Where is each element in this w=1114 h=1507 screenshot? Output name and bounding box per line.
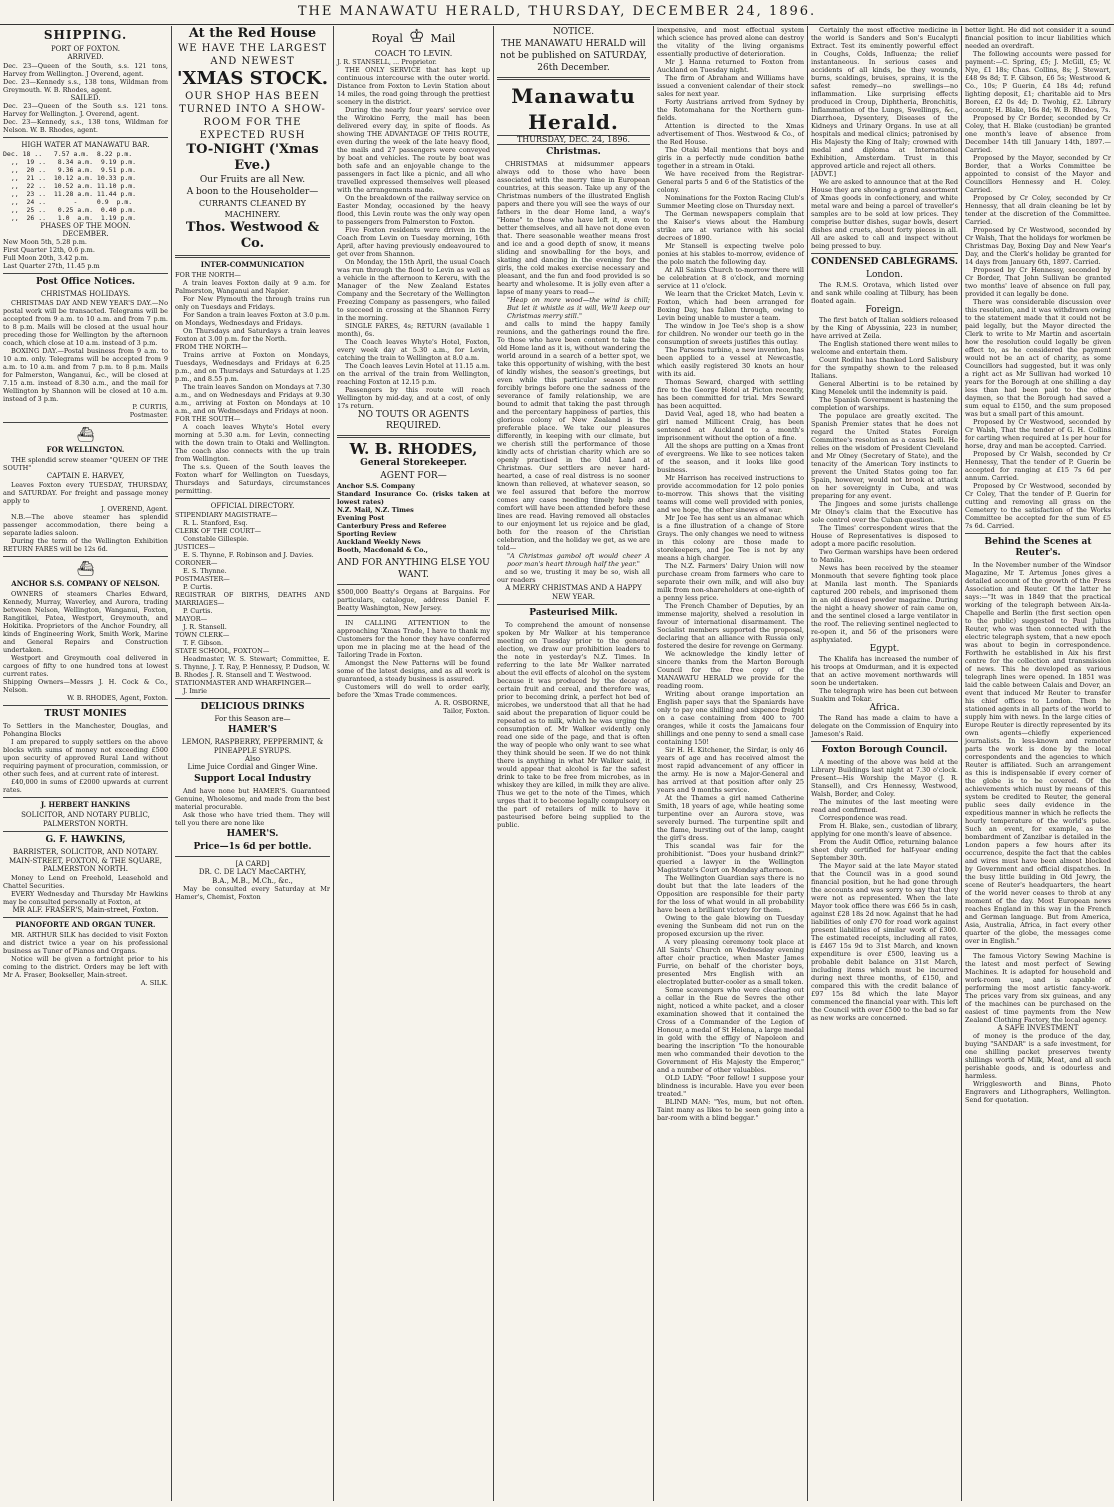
milk-body: To comprehend the amount of nonsense spoken by Mr Walker at his temperance meeting on Tuesday prior to the general election, we draw our prohibition leaders to the note in yesterday's N.Z. Times. In referring to the late Mr Walker narrated about the evil effects of alcohol on the system because it was produced by the decay of certain fruit and cereal, and therefore was, prior to becoming drink, a perfect hot bed of microbes, we understood that all that he had said about the preparation of liquor could be repeated as to milk, which he was urging the consumption of. Mr Walker evidently only read one side of the page, and that is often the way of people who only want to see what they think should be seen. If we do not think there is anything in what Mr Walker said, it would appear that alcohol is far the safest drink to take to be free from microbes, as in whiskey they are killed, in milk they are alive. Thus we get to the note of the Times, which urges that it to become legally compulsory on the part of retailers of milk to have it pasteurised before being supplied to the public. (497, 621, 650, 830)
rhodes-name: W. B. RHODES, (349, 440, 478, 459)
news-item: This scandal was fair for the prohibitionist. "Does your husband drink?" queried a lawyer in the Wellington Magistrate's Court on Monday afternoon. (657, 842, 804, 874)
news-item: At the Thames a girl named Catherine Smith, 18 years of age, while heating some turpentine over an Aurora stove, was severely burned. The turpentine spilt and the flame, bursting out of the lamp, caught the girl's dress. (657, 794, 804, 842)
christmas-poem: "Heap on more wood—the wind is chill; But let it whistle as it will, We'll keep our Christmas merry still." (507, 296, 650, 321)
directory-holder: Headmaster, W. S. Stewart; Committee, E. S. Thynne, J. T. Ray, P. Hennessy, P. Dudson, W. B. Rhodes J. R. Stansell and T. Westwood. (175, 654, 330, 679)
tailor-sub: Tailor, Foxton. (443, 706, 490, 715)
agency-item: Standard Insurance Co. (risks taken at lowest rates) (337, 489, 490, 506)
arrived-entry: Dec. 23—Kennedy s.s., 138 tons, Wildman from Greymouth. W. B. Rhodes, agent. (3, 77, 168, 94)
agency-item: Anchor S.S. Company (337, 481, 415, 490)
cable-item: The Khalifa has increased the number of his troops at Omdurman, and it is expected that an active movement northwards will soon be undertaken. (811, 655, 958, 687)
sailed-label: SAILED. (70, 93, 101, 102)
rhodes-sub: General Storekeeper. (360, 458, 467, 469)
drinks-lime: Lime Juice Cordial and Ginger Wine. (187, 763, 318, 772)
directory-holder: T. F. Gibson. (183, 638, 224, 647)
news-item: The Parsons turbine, a new invention, has been applied to a vessel at Newcastle, which easily registered 30 knots an hour with its aid. (657, 346, 804, 378)
tide-table: Dec. 18 .. 7.57 a.m. 8.22 p.m. ,, 19 .. 8.34 a.m. 9.19 p.m. ,, 20 .. 9.36 a.m. 9.51 p.m. ,, 21 .. 10.12 a.m. 10.33 p.m. ,, 22 .. 10.52 a.m. 11.10 p.m. ,, 23 .. 11.28 a.m. 11.44 p.m. ,, 24 .. - 0.9 p.m. ,, 25 .. 0.25 a.m. 0.40 p.m. ,, 26 .. 1.0 a.m. 1.19 p.m. (3, 149, 137, 222)
cable-item: The Rand has made a claim to have a delegate on the Commission of Enquiry into Jameson's Raid. (811, 714, 958, 738)
anything-else: AND FOR ANYTHING ELSE YOU WANT. (337, 557, 490, 580)
drinks-also: Also (244, 755, 261, 764)
hawkins-name: G. F. HAWKINS, (45, 835, 126, 846)
shipping-title: SHIPPING. (43, 28, 128, 42)
merry-christmas: A MERRY CHRISTMAS AND A HAPPY NEW YEAR. (505, 584, 642, 601)
coach-proprietor: J. R. STANSELL, ... Proprietor. (337, 58, 437, 67)
cable-item: Count Rodini has thanked Lord Salisbury for the sympathy shown to the released Italians. (811, 356, 958, 380)
official-title: OFFICIAL DIRECTORY. (210, 502, 295, 511)
christmas-poem: "A Christmas gambol oft would cheer A poor man's heart through half the year." (507, 552, 650, 569)
hawkins-address: MAIN-STREET, FOXTON, & THE SQUARE, PALMERSTON NORTH. (9, 856, 162, 874)
news-item: Mr Stansell is expecting twelve polo ponies at his stables to-morrow, evidence of the polo match the following day. (657, 242, 804, 266)
news-item: The N.Z. Farmers' Dairy Union will now purchase cream from farmers who care to separate their own milk, and will also buy milk from non-shareholders at one-eighth of a penny less price. (657, 562, 804, 602)
fruits: Our Fruits are all New. (199, 175, 306, 185)
news-item: We are asked to announce that at the Red House they are showing a grand assortment of Xmas goods in confectionery, and white metal ware and being a parcel of traveller's samples are to be sold at low prices. They comprise butter dishes, sugar bowls, desert dishes and cruets, about forty pieces in all. All are asked to call and inspect without being pressed to buy. (811, 178, 958, 250)
support-title: Support Local Industry (194, 773, 311, 784)
anchor-agent: W. B. RHODES, Agent, Foxton. (67, 694, 168, 703)
directory-office: STATIONMASTER AND WHARFINGER— (175, 678, 312, 687)
drinks-list: LEMON, RASPBERRY, PEPPERMINT, & PINEAPPLE SYRUPS. (181, 738, 324, 755)
moon-month: DECEMBER. (62, 230, 109, 239)
section-label: FOR THE SOUTH— (175, 415, 241, 424)
hankins-sub: SOLICITOR, AND NOTARY PUBLIC, PALMERSTON NORTH. (21, 811, 150, 828)
trust-body: To Settlers in the Manchester, Douglas, and Pohangina Blocks (3, 722, 168, 739)
coach-body: On Monday, the 15th April, the usual Coach was run through the flood to Levin as well as a vehicle in the afternoon to Kereru, with the Manager of the New Zealand Estates Company and the Secretary of the Wellington Freezing Company as passengers, who failed to succeed in crossing at the Shannon Ferry in the morning. (337, 258, 490, 323)
moon-phase: New Moon 5th, 5.28 p.m. (3, 238, 87, 247)
sewing-ad: The famous Victory Sewing Machine is the latest and most perfect of Sewing Machines. It is adapted for household and work-room use, and is capable of performing the most artistic fancy-work. The prices vary from six guineas, and any of the machines can be purchased on the easiest of time payments from the New Zealand Clothing Factory, the local agency. (965, 952, 1111, 1024)
cable-item: General Albertini is to be retained by King Menelek until the indemnity is paid. (811, 380, 958, 396)
notice-title: NOTICE. (552, 27, 595, 37)
column-shipping (0, 26, 172, 1501)
directory-holder: P. Curtis. (183, 606, 213, 615)
tonight: TO-NIGHT ('Xmas Eve.) (186, 142, 319, 173)
hawkins-sub: BARRISTER, SOLICITOR, AND NOTARY. (12, 848, 159, 857)
agent-for: AGENT FOR— (380, 470, 447, 481)
council-item: There was considerable discussion over this resolution, and it was withdrawn owing to the statement made that it could not be paid legally, but the Mayor directed the Clerk to write to Mr Martin and ascertain how the resolution could legally be given effect to, as he considered the payment would not be an act of charity, as some Councillors had suggested, but it was only a right act as Mr Sullivan had worked 10 years for the Borough at one shilling a day less than had been paid to the other daymen, so that the Borough had saved a sum equal to £150, and the sum proposed was but a small part of this amount. (965, 298, 1111, 418)
inter-title: INTER-COMMUNICATION (200, 260, 305, 269)
agency-item: N.Z. Mail, N.Z. Times (337, 505, 414, 514)
column-advertisements (172, 26, 334, 1501)
hamers: HAMER'S. (226, 828, 279, 839)
trust-body: £40,000 in sums of £2000 upwards at current rates. (3, 778, 168, 795)
timetable-entry: Trains arrive at Foxton on Mondays, Tuesdays, Wednesdays and Fridays at 6.25 p.m., and on Thursdays and Saturdays at 1.25 p.m., and 8.55 p.m. (175, 351, 330, 384)
agency-item: Booth, Macdonald & Co., (337, 545, 428, 554)
council-item: From H. Blake, sen., custodian of library, applying for one month's leave of absence. (811, 822, 958, 838)
directory-holder: P. Curtis. (183, 582, 213, 591)
piano-title: PIANOFORTE AND ORGAN TUNER. (15, 919, 156, 929)
tide-title: HIGH WATER AT MANAWATU BAR. (21, 141, 150, 150)
christmas-body: and so we, trusting it may be so, wish all our readers (497, 568, 650, 585)
sailed-entry: Dec. 23—Kennedy, s.s., 138 tons, Wildman for Nelson. W. B. Rhodes, agent. (3, 118, 168, 135)
sailed-entry: Dec. 23—Queen of the South s.s. 121 tons. Harvey for Wellington. J. Overend, agent. (3, 102, 168, 119)
timetable-entry: On Thursdays and Saturdays a train leaves Foxton at 3.00 p.m. for the North. (175, 327, 330, 344)
directory-office: TOWN CLERK— (175, 630, 230, 639)
agency-item: Canterbury Press and Referee (337, 521, 447, 530)
news-item: The Otaki Mail mentions that boys and girls in a perfectly nude condition bathe together in a stream in Otaki. (657, 146, 804, 170)
cable-heading: Foreign. (865, 305, 904, 315)
news-item: Mr J. Hanna returned to Foxton from Auckland on Tuesday night. (657, 58, 804, 74)
hawkins-body: MR ALF. FRASER'S, Main-street, Foxton. (12, 905, 159, 914)
cable-item: The first batch of Italian soldiers released by the King of Abyssinia, 223 in number, have arrived at Zeila. (811, 316, 958, 340)
no-touts: NO TOUTS OR AGENTS REQUIRED. (357, 410, 470, 432)
wellington-agent: J. OVEREND, Agent. (101, 504, 168, 513)
milk-title: Pasteurised Milk. (529, 608, 618, 619)
council-item: The following accounts were passed for payment:—C. Spring, £5; J. McGill, £5; W. Nye, £1 18s; Chas. Collins, 8s; J. Stewart, £48 9s 8d; T. F. Gibson, £6 5s; Westwood & Co., 10s; P Guerin, £4 18s 4d; refund lighting deposit, £1; charitable aid to Mrs Boreen, £2 0s 4d; D. Twohig, £2. Library account; H. Blake, 16s 8d; W. B. Rhodes, 7s. (965, 50, 1111, 114)
price: Price—1s 6d per bottle. (193, 841, 312, 852)
news-item: inexpensive, and most effectual system which science has proved alone can destroy the vitality of the living organisms essentially productive of deterioration. (657, 26, 804, 58)
trust-title: TRUST MONIES (44, 709, 127, 720)
coach-title: COACH TO LEVIN. (374, 49, 453, 58)
coach-body: Passengers by this route will reach Wellington by mid-day, and at a cost, of only 17s return. (337, 386, 490, 411)
cable-item: Two German warships have been ordered to Manila. (811, 548, 958, 564)
news-item: Owing to the gale blowing on Tuesday evening the Sunbeam did not run on the proposed excursion up the river. (657, 914, 804, 938)
council-item: Proposed by Cr Westwood, seconded by Cr Walsh, That the tender of G. H. Collins for carting when required at 1s per hour for horse, dray and man be accepted. Carried. (965, 418, 1111, 450)
timetable-entry: For Sandon a train leaves Foxton at 3.0 p.m. on Mondays, Wednesdays and Fridays. (175, 311, 330, 328)
investment-title: A SAFE INVESTMENT (997, 1024, 1079, 1032)
cable-item: The Times' correspondent wires that the House of Representatives is disposed to adopt a more pacific resolution. (811, 524, 958, 548)
coach-body: Five Foxton residents were driven in the Coach from Levin on Tuesday morning, 16th April, after having previously endeavoured to get over from Shannon. (337, 226, 490, 259)
hawkins-body: EVERY Wednesday and Thursday Mr Hawkins may be consulted personally at Foxton, at (3, 889, 168, 906)
doctor-body: May be consulted every Saturday at Mr Hamer's, Chemist, Foxton (175, 885, 330, 902)
post-office-body: BOXING DAY.—Postal business from 9 a.m. to 10 a.m. only. Telegrams will be accepted from 9 a.m. to 10 a.m. and from 7 p.m. to 8 p.m. Mails for Palmerston, Wanganui, &c., will be closed at 7.15 a.m. instead of 8.30 a.m., and the mail for Wellington by Shannon will be closed at 10 a.m. instead of 3 p.m. (3, 346, 168, 403)
westwood: Thos. Westwood & Co. (185, 220, 320, 251)
news-item: At All Saints Church to-morrow there will be celebration at 8 o'clock, and morning service at 11 o'clock. (657, 266, 804, 290)
news-item: Writing about orange importation an English paper says that the Spaniards have only to pay one shilling and sixpence freight on a case containing from 400 to 700 oranges, while it costs the Jamaicans four shillings and one penny to send a small case containing 150! (657, 690, 804, 746)
investment-body: of money is the produce of the day, buying "SANDAR" is a safe investment, for one shilling packet preserves twenty shillings worth of Milk, Meat, and all such perishable goods, and is odourless and harmless. (965, 1032, 1111, 1081)
news-item: Some scavengers who were clearing out a cellar in the Rue de Sevres the other night, noticed a white packet, and a closer examination showed that it contained the Cross of a Commander of the Legion of Honour, a medal of St Helena, a large medal in gold with the effigy of Napoleon and bearing the inscription "To the honourable men who commanded their devotion to the Government of His Majesty the Emperor," and a number of other valuables. (657, 986, 804, 1074)
timetable-entry: The train leaves Sandon on Mondays at 7.30 a.m., and on Wednesdays and Fridays at 9.30 a.m., arriving at Foxton on Mondays at 10 a.m., and on Wednesdays and Fridays at noon. (175, 383, 330, 416)
news-item: Forty Austrians arrived from Sydney by the Rotomahana for the Northern gum-fields. (657, 98, 804, 122)
agencies-list (337, 482, 490, 554)
directory-office: JUSTICES— (175, 542, 216, 551)
arrived-entry: Dec. 23—Queen of the South, s.s. 121 tons, Harvey from Wellington. J Overend, agent. (3, 61, 168, 78)
anchor-body: OWNERS of steamers Charles Edward, Kennedy, Murray, Waverley, and Aurora, trading between Nelson, Wellington, Wanganui, Foxton, Rangitikei, Patea, Westport, Greymouth, and Hokitika. Proprietors of the Anchor Foundry, all kinds of Engineering Work, Smith Work, Marine and General Repairs and Construction undertaken. (3, 590, 168, 655)
coach-body: The Coach leaves Levin Hotel at 11.15 a.m. on the arrival of the train from Wellington, reaching Foxton at 12.15 p.m. (337, 362, 490, 387)
council-item: The minutes of the last meeting were read and confirmed. (811, 798, 958, 814)
news-item: Thomas Seward, charged with settling fire to the George Hotel at Picton recently, has been committed for trial. Mrs Seward has been acquitted. (657, 378, 804, 410)
joke-line: OLD LADY: "Poor fellow! I suppose your blindness is incurable. Have you ever been treated." (657, 1074, 804, 1098)
post-office-sub: CHRISTMAS HOLIDAYS. (40, 290, 131, 299)
hankins-name: J. HERBERT HANKINS (40, 800, 131, 810)
news-item: We acknowledge the kindly letter of sincere thanks from the Marton Borough Council for the free copy of the MANAWATU HERALD we provide for the reading room. (657, 650, 804, 690)
red-house-line: WE HAVE THE LARGEST AND NEWEST (178, 43, 327, 67)
section-label: FOR THE NORTH— (175, 271, 241, 280)
moon-phase: Full Moon 20th, 3.42 p.m. (3, 254, 89, 263)
directory-holder: J. Imrie (183, 686, 207, 695)
directory-office: STATE SCHOOL, FOXTON— (175, 646, 270, 655)
tailor-body: Customers will do well to order early, before the 'Xmas Trade commences. (337, 682, 490, 699)
directory-holder: E. S. Thynne, F. Robinson and J. Davies. (183, 550, 314, 559)
news-item: We learn that the Cricket Match, Levin v. Foxton, which had been arranged for Boxing Day, has fallen through, owing to Levin being unable to muster a team. (657, 290, 804, 322)
news-item: Certainly the most effective medicine in the world is Sanders and Son's Eucalypti Extract. Test its eminently powerful effect in Coughs, Colds, Influenza; the relief instantaneous. In serious cases and accidents of all kinds, be they wounds, burns, scaldings, bruises, sprains, it is the safest remedy—no swellings—no inflammation. Like surprising effects produced in Croup, Diphtheria, Bronchitis, Inflammation of the Lungs, Swellings, &c., Diarrhoea, Dysentery, Diseases of the Kidneys and Urinary Organs. In use at all hospitals and medical clinics; patronised by His Majesty the King of Italy; crowned with medal and diploma at International Exhibition, Amsterdam. Trust in this approved article and reject all others. (811, 26, 958, 170)
timetable-entry: A train leaves Foxton daily at 9 a.m. for Palmerston, Wanganui and Napier. (175, 279, 330, 296)
official-directory (175, 511, 330, 695)
tailor-body: IN CALLING ATTENTION to the approaching 'Xmas Trade, I have to thank my Customers for the honor they have conferred upon me in placing me at the head of the Tailoring Trade in Foxton. (337, 618, 490, 659)
moon-phase: First Quarter 12th, 0.6 p.m. (3, 246, 95, 255)
currants: CURRANTS CLEANED BY MACHINERY. (199, 199, 306, 219)
news-item: The firm of Abraham and Williams have issued a convenient calendar of their stock sales for next year. (657, 74, 804, 98)
cable-item: News has been received by the steamer Monmouth that severe fighting took place at Manila last month. The Spaniards captured 200 rebels, and imprisoned them in an old disused powder magazine. During the night a heavy shower of rain came on, and the sentinel closed a large ventilator in the roof. The relieving sentinel neglected to re-open it, and 56 of the prisoners were asphyxiated. (811, 564, 958, 644)
tailor-body: Amongst the New Patterns will be found some of the latest designs, and as all work is guaranteed, a steady business is assured. (337, 658, 490, 683)
agency-item: Evening Post (337, 513, 385, 522)
wellington-fare: During the term of the Wellington Exhibition RETURN FARES will be 12s 6d. (3, 536, 168, 553)
council-item: Proposed by Cr Coley, seconded by Cr Hennessy, that all drain cleaning be let by tender at the discretion of the Committee. Carried. (965, 194, 1111, 226)
agency-item: Sporting Review (337, 529, 397, 538)
anchor-body: Westport and Greymouth coal delivered in cargoes of fifty to one hundred tons at lowest current rates. (3, 654, 168, 679)
column-local-news (654, 26, 808, 1501)
directory-office: REGISTRAR OF BIRTHS, DEATHS AND MARRIAGES— (175, 590, 330, 607)
hawkins-body: Money to Lend on Freehold, Leasehold and Chattel Securities. (3, 873, 168, 890)
directory-office: POSTMASTER— (175, 574, 230, 583)
mail-label: Mail (430, 32, 456, 45)
piano-body: Notice will be given a fortnight prior to his coming to the district. Orders may be left with Mr A. Fraser, Bookseller, Main-street. (3, 955, 168, 980)
advt-label: [ADVT.] (811, 170, 837, 178)
engravers-ad: Wrigglesworth and Binns, Photo Engravers and Lithographers, Wellington. Send for quotation. (965, 1080, 1111, 1105)
council-item: Proposed by Cr Westwood, seconded by Cr Walsh, That the holidays for workmen be Christmas Day, Boxing Day and New Year's Day, and the Clerk's holiday be granted for 14 days from January 6th, 1897. Carried. (965, 226, 1111, 266)
doctor-quals: B.A., M.B., M.Ch., &c., (212, 876, 293, 885)
doctor-name: DR. C. DE LACY MacCARTHY, (198, 868, 307, 877)
cable-item: The populace are greatly excited. The Spanish Premier states that he does not regard the United States Foreign Committee's resolution as a casus belli. He relies on the wisdom of President Cleveland and Mr Olney (Secretary of State), and the tenacity of the American Tory instincts to prevent the United States going too far. Spain, however, would not brook at attack on her sovereignty in Cuba, and was preparing for any event. (811, 412, 958, 500)
column-cablegrams (808, 26, 962, 1501)
council-item: Proposed by Cr Hennessy, seconded by Cr Border, That John Sullivan be granted two months' leave of absence on full pay, provided it can legally be done. (965, 266, 1111, 298)
trust-body: I am prepared to supply settlers on the above blocks with sums of money not exceeding £500 upon security of approved Rural Land without requiring payment of procuration, commission, or other such fees, and at current rate of interest. (3, 738, 168, 779)
reuter-body: In the November number of the Windsor Magazine, Mr T. Artemus Jones gives a detailed account of the growth of the Press Association and Reuter. Of the latter he says:—"It was in 1849 that the practical working of the telegraph between Aix-la-Chapelle and Berlin (the first section open to the public) suggested to Paul Julius Reuter, who was then connected with the electric telegraph system, that a new epoch was about to begin in correspondence. Forthwith he established in Aix his first centre for the collection and transmission of news. This he developed as various telegraph lines were opened. In 1851 was laid the cable between Calais and Dover, an event that induced Mr Reuter to transfer his chief offices to London. Then he stationed agents in all parts of the world to supply him with news. In the large cities of Europe Reuter is directly represented by its own agents—chiefly experienced journalists. In less-known and remoter parts the work is done by the local correspondents and the agencies to which Reuter is affiliated. Such an arrangement as this is indispensable if every corner of the globe is to be covered. Of the achievements which must by means of this system be credited to Reuter, the general public sees daily evidence in the expeditious manner in which he reflects the hourly temperature of the world's pulse. Such an event, for example, as the bombardment of Zanzibar is detailed in the London papers a few hours after its occurrence, despite the fact that the cables and wires must have been almost blocked by Government and official dispatches. In the busy little building in Old Jewry, the scene of Reuter's headquarters, the heart of the world never ceases to throb at any moment of the day. Most European news reaches England in this way in the French and German language. But from America, Asia, Australia, Africa, in fact every other quarter of the globe, the messages come over in English." (965, 561, 1111, 945)
column-council-reuters (962, 26, 1114, 1501)
anchor-owners: Shipping Owners—Messrs J. H. Cock & Co., Nelson. (3, 678, 168, 695)
dateline: THURSDAY, DEC. 24, 1896. (497, 135, 650, 145)
council-item: Proposed by Cr Border, seconded by Cr Coley, that H. Blake (custodian) be granted one month's leave of absence from December 14th till January 14th, 1897.—Carried. (965, 114, 1111, 154)
cable-item: The Spanish Government is hastening the completion of warships. (811, 396, 958, 412)
support-body: And have none but HAMER'S. Guaranteed Genuine, Wholesome, and made from the best material procurable. (175, 786, 330, 811)
column-coach (334, 26, 494, 1501)
council-item: Proposed by Cr Westwood, seconded by Cr Coley, That the tender of P. Guerin for cutting and removing all grass on the Cemetery to the satisfaction of the Works Committee be accepted for the sum of £5 7s 6d. Carried. (965, 482, 1111, 530)
news-item: Attention is directed to the Xmas advertisement of Thos. Westwood & Co., of the Red House. (657, 122, 804, 146)
drinks-sub: For this Season are— (214, 714, 291, 723)
port-heading: PORT OF FOXTON. (50, 45, 121, 53)
directory-office: STIPENDIARY MAGISTRATE— (175, 510, 278, 519)
coach-fares: SINGLE FARES, 4s; RETURN (available 1 month), 6s. (337, 322, 490, 339)
news-item: Nominations for the Foxton Racing Club's Summer Meeting close on Thursday next. (657, 194, 804, 210)
council-title: Foxton Borough Council. (821, 745, 948, 755)
christmas-body: and calls to mind the happy family reunions, and the gatherings round the fire. To those who have been content to take the old Home land as it is, without wandering the world around in a search of a better spot, we take this opportunity of wishing, with the best of kindly wishes, the season's greetings, but even while this particular season more forcibly brings before one the sadness of the severance of family relationship, we are bound to admit that taking the past through and the percentary happiness of parties, this glorious colony of New Zealand is the preferable place. We take our pleasures differently, in keeping with our climate, but we cherish still the performance of those kindly acts of christian charity which are so openly practised in the Old Land at Christmas. Our settlers are never hard-hearted, a case of real distress is no sooner known than relieved, at whatever season, so we feel assured that before the morrow comes any cases needing timely help and comfort will have been attended before these lines are read. Having removed all obstacles to our enjoyment let us rejoice and be glad, both for the reason of the Christian celebration, and the holiday we get, as we are told— (497, 320, 650, 553)
drinks-title: DELICIOUS DRINKS (200, 701, 305, 712)
royal-coat-of-arms-icon: Royal ♔ Mail (371, 26, 456, 47)
steamship-icon: ⛴ (76, 426, 95, 443)
piano-body: MR. ARTHUR SILK has decided to visit Foxton and district twice a year on his professional business as Tuner of Pianos and Organs. (3, 931, 168, 956)
agency-item: Auckland Weekly News (337, 537, 421, 546)
post-office-body: CHRISTMAS DAY AND NEW YEAR'S DAY.—No postal work will be transacted. Telegrams will be accepted from 9 a.m. to 10 a.m. and from 7 p.m. to 8 p.m. Mails will be closed at the usual hour preceding those for Wellington by the afternoon coach, which close at 10 a.m. instead of 3 p.m. (3, 298, 168, 347)
arrived-label: ARRIVED. (67, 53, 104, 62)
moon-title: PHASES OF THE MOON. (40, 221, 131, 230)
news-item: All the shops are putting on a Xmas front of evergreens. We like to see notices taken of the season, and it looks like good business. (657, 442, 804, 474)
timetable-entry: The s.s. Queen of the South leaves the Foxton wharf for Wellington on Tuesdays, Thursdays and Saturdays, circumstances permitting. (175, 463, 330, 496)
cable-item: The R.M.S. Orotava, which listed over and sank while coaling at Tilbury, has been floated again. (811, 281, 958, 305)
card-label: [A CARD] (235, 859, 270, 868)
council-item: Correspondence was read. (819, 814, 908, 822)
council-item: Proposed by Cr Walsh, seconded by Cr Hennessy, That the tender of P. Guerin be accepted for ranging at £15 7s 6d per annum. Carried. (965, 450, 1111, 482)
hamers: HAMER'S (227, 725, 278, 736)
post-office-signature: Postmaster. (129, 410, 168, 419)
news-item: Mr Harrison has received instructions to provide accommodation for 12 polo ponies to-morrow. This shows that the visiting teams will come well provided with ponies, and we hope, the other sinews of war. (657, 474, 804, 514)
wellington-ship: THE splendid screw steamer "QUEEN OF THE SOUTH" (3, 456, 168, 473)
boon: A boon to the Householder— (186, 187, 319, 197)
masthead: THE MANAWATU HERALD, THURSDAY, DECEMBER 24, 1896. (0, 0, 1114, 25)
steamship-icon: ⛴ (76, 560, 95, 577)
news-item: The window in Joe Tee's shop is a show for children. No wonder our teeth go in the consumption of sweets justifies this outlay. (657, 322, 804, 346)
anchor-title: ANCHOR S.S. COMPANY OF NELSON. (11, 578, 160, 588)
news-item: David Veal, aged 18, who had beaten a girl named Millicent Craig, has been sentenced at Auckland to a month's imprisonment without the option of a fine. (657, 410, 804, 442)
timetable-entry: A coach leaves Whyte's Hotel every morning at 5.30 a.m. for Levin, connecting with the down train to Otaki and Wellington. The coach also connects with the up train from Wellington. (175, 423, 330, 464)
wellington-note: N.B.—The above steamer has splendid passenger accommodation, there being a separate ladies saloon. (3, 512, 168, 537)
wellington-captain: CAPTAIN E. HARVEY, (46, 472, 125, 481)
directory-holder: R. L. Stanford, Esq. (183, 518, 248, 527)
directory-holder: Constable Gillespie. (183, 534, 249, 543)
xmas-stock: 'XMAS STOCK. (177, 68, 328, 89)
directory-holder: J. R. Stansell. (183, 622, 227, 631)
post-office-signature: P. CURTIS, (132, 402, 168, 411)
organs-ad: $500,000 Beatty's Organs at Bargains. For particulars, catalogue, address Daniel F. Beatty Washington, New Jersey. (337, 587, 490, 612)
coach-body: THE ONLY SERVICE that has kept up continuous intercourse with the outer world. Distance from Foxton to Levin Station about 14 miles, the road going through the prettiest scenery in the district. (337, 66, 490, 107)
christmas-title: Christmas. (546, 147, 601, 158)
christmas-body: CHRISTMAS at midsummer appears always odd to those who have been associated with the merry time in European countries, at this season. Take up any of the Christmas numbers of the illustrated English papers and there you will see the ways of our fathers in the dear Home land, a way's "Home" to those who have left it, even to better themselves, and all have not done even that. There seasonable weather means frost and ice and a good depth of snow, it means sliding and snowballing for the boys, and skating and dancing in the evening for the girls, the cold makes exercise necessary and pleasant, and the fun and food provided is so hearty and wholesome. It is jolly even after a lapse of many years to read— (497, 160, 650, 297)
coach-body: During the nearly four years' service over the Wirokino Ferry, the mail has been delivered every day, in spite of floods. As showing THE ADVANTAGE OF THIS ROUTE, even during the week of the late heavy flood, the mails and 27 passengers were conveyed by boat and vehicles. The route by boat was both safe and an enjoyable change to the passengers in fact like a picnic, and all who travelled expressed themselves well pleased with the arrangements made. (337, 106, 490, 195)
cable-item: The English stationed there went miles to welcome and entertain them. (811, 340, 958, 356)
council-item: The Mayor said at the late Mayor stated that the Council was in a good sound financial position, but he had gone through the accounts and was sorry to say that they were not as represented. When the late Mayor took office there was £66 5s in cash, against £28 18s 2d now. Against that he had liabilities of only £70 for road work against present liabilities of similar work of £300. The estimated receipts, including all rates, is £467 15s 9d to 31st March, and known expenditure is over £500, leaving us a probable debit balance on 31st March, including items which must be incurred during next three months, of £150, and compared this with the credit balance of £97 15s 8d which the late Mayor commenced the financial year with. This left the Council with over £500 to the bad so far as new works are concerned. (811, 862, 958, 1022)
coach-body: The Coach leaves Whyte's Hotel, Foxton, every week day at 5.30 a.m., for Levin, catching the train to Wellington at 8.0 a.m. (337, 338, 490, 363)
notice-body: THE MANAWATU HERALD will not be published on SATURDAY, 26th December. (500, 39, 647, 73)
moon-phase: Last Quarter 27th, 11.45 p.m (3, 262, 100, 271)
council-item: A meeting of the above was held at the Library Buildings last night at 7.30 o'clock. Present—His Worship the Mayor (J. R. Stansell), and Crs Hennessy, Westwood, Walsh, Border, and Coley. (811, 758, 958, 798)
support-ask: Ask those who have tried them. They will tell you there are none like (175, 810, 330, 827)
reuter-title: Behind the Scenes at Reuter's. (984, 537, 1092, 558)
cablegrams-title: CONDENSED CABLEGRAMS. (811, 257, 958, 267)
news-item: The French Chamber of Deputies, by an immense majority, shelved a resolution in favour of international disarmament. The Socialist members supported the proposal, declaring that an alliance with Russia only fostered the desire for revenge on Germany. (657, 602, 804, 650)
council-item: From the Audit Office, returning balance sheet duly certified for half-year ending September 30th. (811, 838, 958, 862)
royal-label: Royal (371, 32, 403, 45)
directory-office: CORONER— (175, 558, 218, 567)
cable-heading: Egypt. (869, 644, 900, 654)
joke-line: BLIND MAN: "Yes, mum, but not often. Taint many as likes to be seen going into a bar-room with a blind beggar." (657, 1098, 804, 1122)
council-item: better light. He did not consider it a sound financial position to incur liabilities which needed an overdraft. (965, 26, 1111, 50)
news-item: The Wellington Guardian says there is no doubt but that the late leaders of the Opposition are responsible for their party for the loss of what would in all probability have been a brilliant victory for them. (657, 874, 804, 914)
cable-item: The Jingoes and some jurists challenge Mr Olney's claim that the Executive has sole control over the Cuban question. (811, 500, 958, 524)
news-item: We have received from the Registrar-General parts 5 and 6 of the Statistics of the colony. (657, 170, 804, 194)
coach-body: On the breakdown of the railway service on Easter Monday, occasioned by the heavy flood, this Levin route was the only way open to passengers from Palmerston to Foxton. (337, 194, 490, 227)
piano-signature: A. SILK. (140, 979, 168, 988)
paper-name: Manawatu Herald. (511, 84, 636, 134)
news-item: The German newspapers complain that the Kaiser's views about the Hamburg strike are at variance with his social decrees of 1890. (657, 210, 804, 242)
wellington-body: Leaves Foxton every TUESDAY, THURSDAY, and SATURDAY. For freight and passage money apply to (3, 480, 168, 505)
directory-office: CLERK OF THE COURT— (175, 526, 261, 535)
directory-holder: E. S. Thynne. (183, 566, 227, 575)
news-item: Mr Joe Tee has sent us an almanac which is a fine illustration of a change of Store Grays. The only changes we need to witness in this colony are those made to storekeepers, and Joe Tee is not by any means a high charger. (657, 514, 804, 562)
section-label: FROM THE NORTH— (175, 343, 248, 352)
council-item: Proposed by the Mayor, seconded by Cr Border, that a Works Committee be appointed to consist of the Mayor and Councillors Hennessy and H. Coley. Carried. (965, 154, 1111, 194)
column-editorial (494, 26, 654, 1501)
cable-heading: London. (865, 270, 904, 280)
red-house-title: At the Red House (188, 26, 317, 41)
cable-heading: Africa. (869, 703, 900, 713)
post-office-title: Post Office Notices. (35, 277, 136, 288)
tailor-name: A. R. OSBORNE, (434, 698, 490, 707)
news-item: A very pleasing ceremony took place at All Saints' Church on Wednesday evening after choir practice, when Master James Furrie, on behalf of the chorister boys, presented Mrs English with an electroplated butter-cooler as a small token. (657, 938, 804, 986)
cable-item: The telegraph wire has been cut between Suakim and Tokar. (811, 687, 958, 703)
wellington-title: FOR WELLINGTON. (46, 444, 125, 454)
timetable-entry: For New Plymouth the through trains run only on Tuesdays and Fridays. (175, 295, 330, 312)
directory-office: MAYOR— (175, 614, 208, 623)
news-item: Sir H. H. Kitchener, the Sirdar, is only 46 years of age and has received almost the most rapid advancement of any officer in the army. He is now a Major-General and has arrived at that position after only 25 years and 9 months service. (657, 746, 804, 794)
red-house-line: OUR SHOP HAS BEEN TURNED INTO A SHOW-ROOM FOR THE EXPECTED RUSH (179, 91, 326, 141)
